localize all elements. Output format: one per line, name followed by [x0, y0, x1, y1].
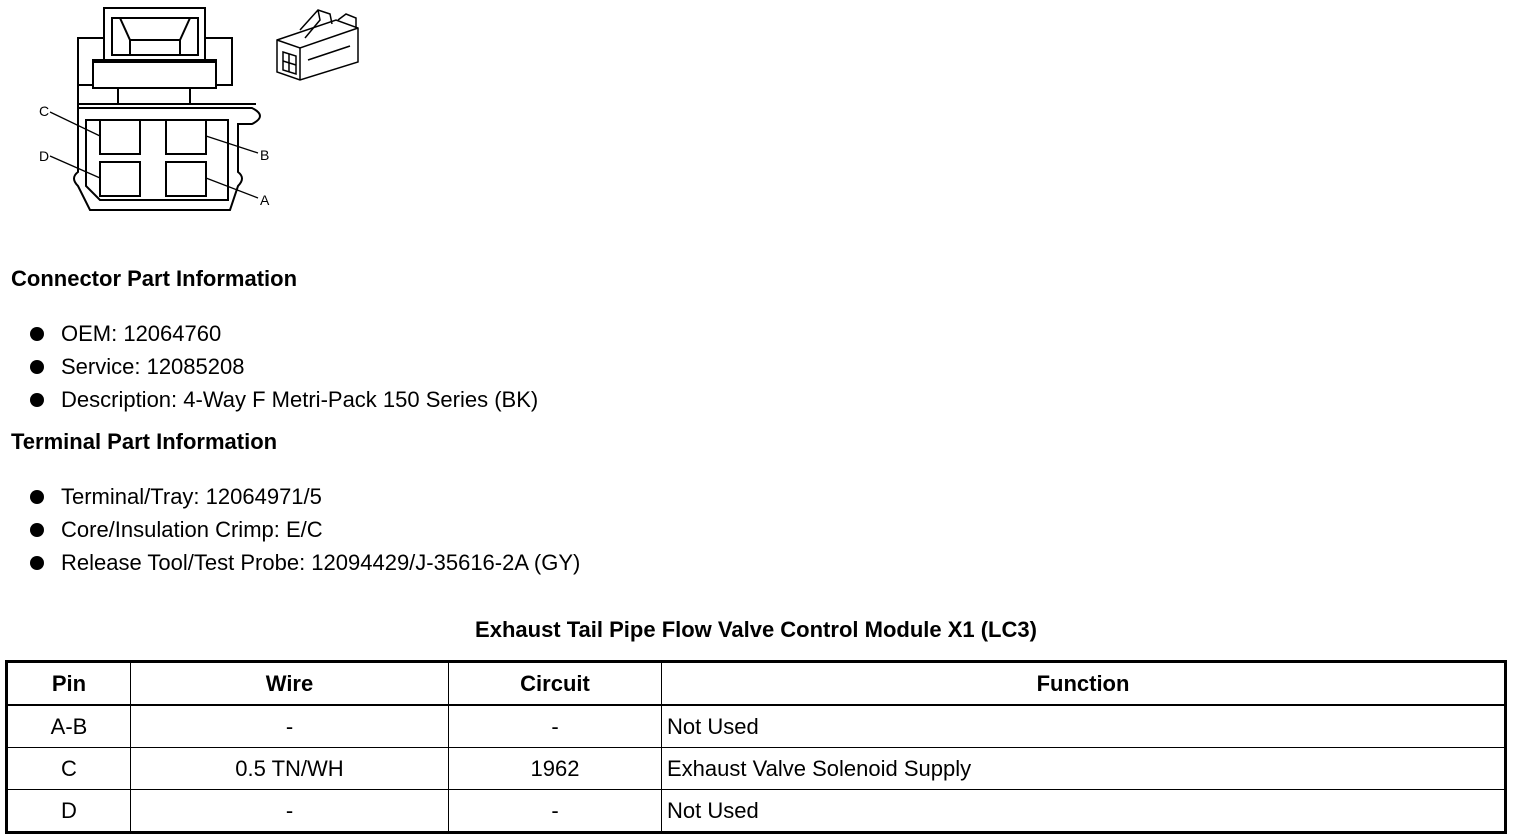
description-text: Description: 4-Way F Metri-Pack 150 Series (BK) [61, 387, 539, 412]
oem-text: OEM: 12064760 [61, 321, 222, 346]
cell-pin: C [7, 748, 131, 790]
cell-function: Not Used [662, 790, 1506, 833]
table-row [7, 748, 1506, 790]
bullet-icon [30, 523, 44, 537]
header-wire: Wire [131, 662, 449, 706]
list-item [30, 350, 538, 383]
connector-diagram [0, 0, 380, 230]
bullet-icon [30, 360, 44, 374]
pin-label-d: D [39, 148, 50, 164]
cell-circuit: 1962 [449, 748, 662, 790]
cell-pin: D [7, 790, 131, 833]
bullet-icon [30, 556, 44, 570]
cell-wire: 0.5 TN/WH [131, 748, 449, 790]
cell-circuit: - [449, 790, 662, 833]
list-item [30, 513, 580, 546]
crimp-text: Core/Insulation Crimp: E/C [61, 517, 323, 542]
pin-label-b: B [260, 147, 270, 163]
service-text: Service: 12085208 [61, 354, 245, 379]
header-function: Function [662, 662, 1506, 706]
header-circuit: Circuit [449, 662, 662, 706]
list-item [30, 546, 580, 579]
connector-section-title: Connector Part Information [11, 266, 298, 291]
bullet-icon [30, 393, 44, 407]
pinout-table [5, 660, 1507, 834]
list-item [30, 480, 580, 513]
table-header-row [7, 662, 1506, 706]
terminal-info-list [30, 480, 580, 579]
list-item [30, 383, 538, 416]
cell-circuit: - [449, 705, 662, 748]
cell-wire: - [131, 705, 449, 748]
bullet-icon [30, 327, 44, 341]
pin-label-c: C [39, 103, 50, 119]
table-row [7, 790, 1506, 833]
table-title: Exhaust Tail Pipe Flow Valve Control Module X1 (LC3) [475, 617, 1037, 642]
cell-function: Not Used [662, 705, 1506, 748]
cell-function: Exhaust Valve Solenoid Supply [662, 748, 1506, 790]
pin-label-a: A [260, 192, 270, 208]
table-row [7, 705, 1506, 748]
terminal-section-title: Terminal Part Information [11, 429, 278, 454]
terminal-tray-text: Terminal/Tray: 12064971/5 [61, 484, 322, 509]
bullet-icon [30, 490, 44, 504]
connector-info-list [30, 317, 538, 416]
header-pin: Pin [7, 662, 131, 706]
release-tool-text: Release Tool/Test Probe: 12094429/J-35616-2A (GY) [61, 550, 581, 575]
cell-pin: A-B [7, 705, 131, 748]
connector-iso-icon [277, 10, 358, 80]
cell-wire: - [131, 790, 449, 833]
list-item [30, 317, 538, 350]
